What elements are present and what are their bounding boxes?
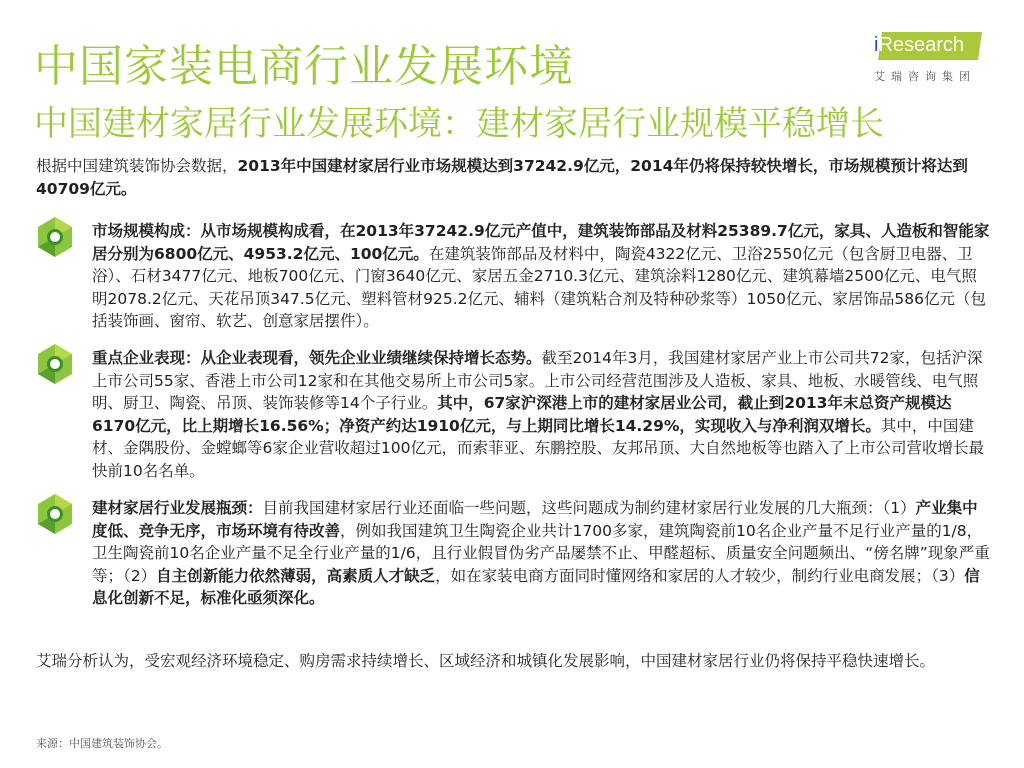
text-segment: ，例如我国建筑卫生陶瓷企业共计1700多家，建筑陶瓷前10名企业产量不足行业产量的1/8，卫生陶瓷前10名企业产量不足全行业产量的1/6，且行业假冒伪劣产品屡禁不止、甲醛超标、质量安全问题频出、“傍名牌”现象严重等；（2） — [92, 521, 990, 585]
bold-text-segment: 其中，67家沪深港上市的建材家居业公司，截止到2013年末总资产规模达6170亿元，比上期增长16.56%；净资产约达1910亿元，与上期同比增长14.29%，实现收入与净利润双增长。 — [92, 394, 952, 435]
page-subtitle: 中国建材家居行业发展环境：建材家居行业规模平稳增长 — [34, 104, 884, 144]
bullet-bottlenecks — [92, 497, 992, 610]
bold-text-segment: 产业集中度低、竞争无序，市场环境有待改善 — [92, 499, 978, 540]
text-segment: ，如在家装电商方面同时懂网络和家居的人才较少，制约行业电商发展；（3） — [435, 566, 965, 585]
text-segment: 艾瑞分析认为，受宏观经济环境稳定、购房需求持续增长、区域经济和城镇化发展影响，中国建材家居行业仍将保持平稳快速增长。 — [36, 652, 936, 670]
text-segment: 在建筑装饰部品及材料中，陶瓷4322亿元、卫浴2550亿元（包含厨卫电器、卫浴）、石材3477亿元、地板700亿元、门窗3640亿元、家居五金2710.3亿元、建筑涂料1280亿元、建筑幕墙2500亿元、电气照明2078.2亿元、天花吊顶347.5亿元、塑料管材925.2亿元、辅料（建筑粘合剂及特种砂浆等）1050亿元、家居饰品586亿元（包括装饰画、窗帘、软艺、创意家居摆件）。 — [92, 244, 987, 330]
bold-text-segment: 2013年中国建材家居行业市场规模达到37242.9亿元，2014年仍将保持较快增长，市场规模预计将达到40709亿元。 — [36, 157, 968, 198]
bullet-hexagon-icon — [36, 343, 74, 385]
bullet-hexagon-icon — [36, 216, 74, 258]
logo-i: i — [874, 34, 879, 56]
text-segment: 根据中国建筑装饰协会数据， — [36, 157, 238, 175]
bold-text-segment: 市场规模构成：从市场规模构成看，在2013年37242.9亿元产值中，建筑装饰部品及材料25389.7亿元，家具、人造板和智能家居分别为6800亿元、4953.2亿元、100亿元。 — [92, 222, 990, 263]
logo-text — [874, 34, 964, 57]
text-segment: 目前我国建材家居行业还面临一些问题，这些问题成为制约建材家居行业发展的几大瓶颈：（1） — [262, 499, 916, 517]
text-segment: 截至2014年3月，我国建材家居产业上市公司共72家，包括沪深上市公司55家、香港上市公司12家和在其他交易所上市公司5家。上市公司经营范围涉及人造板、家具、地板、水暖管线、电气照明、厨卫、陶瓷、吊顶、装饰装修等14个子行业。 — [92, 349, 983, 412]
conclusion-paragraph — [36, 650, 996, 673]
iresearch-logo — [868, 28, 988, 88]
text-segment: 其中，中国建材、金隅股份、金螳螂等6家企业营收超过100亿元，而索菲亚、东鹏控股、友邦吊顶、大自然地板等也踏入了上市公司营收增长最快前10名名单。 — [92, 416, 984, 480]
logo-research: Research — [878, 34, 965, 56]
bold-text-segment: 重点企业表现：从企业表现看，领先企业业绩继续保持增长态势。 — [92, 349, 542, 367]
bold-text-segment: 自主创新能力依然薄弱，高素质人才缺乏 — [156, 566, 436, 585]
bullet-market-size — [92, 220, 992, 333]
bold-text-segment: 信息化创新不足，标准化亟须深化。 — [92, 566, 980, 607]
logo-cn: 艾瑞咨询集团 — [874, 70, 976, 83]
source-note: 来源：中国建筑装饰协会。 — [36, 737, 168, 750]
bold-text-segment: 建材家居行业发展瓶颈： — [92, 499, 263, 517]
bullet-key-companies — [92, 347, 992, 482]
bullet-hexagon-icon — [36, 493, 74, 535]
page-title: 中国家装电商行业发展环境 — [34, 41, 574, 92]
intro-paragraph — [36, 155, 996, 200]
